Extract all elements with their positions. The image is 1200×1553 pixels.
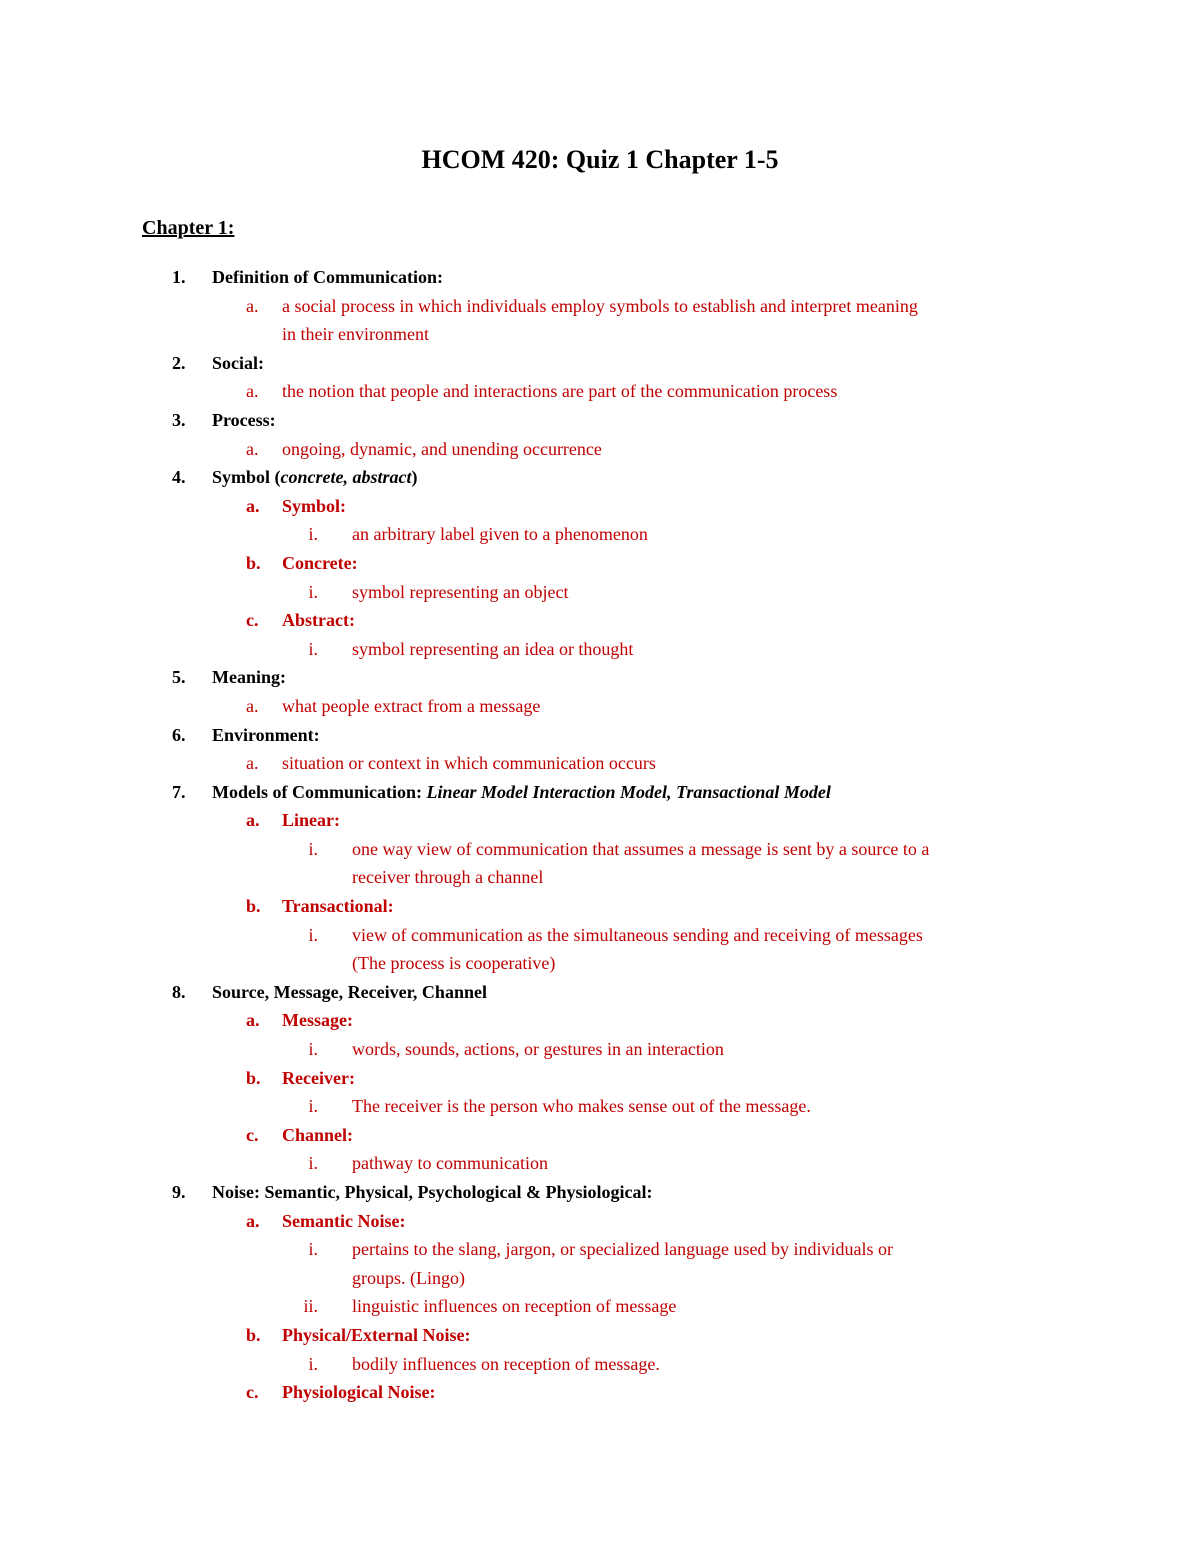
list-item-8c [0, 1121, 1200, 1150]
item-text: bodily influences on reception of message. [352, 1353, 660, 1374]
item-marker: ii. [303, 1296, 318, 1317]
list-item-9b-i [0, 1350, 1200, 1379]
item-text-start: Models of Communication: [212, 781, 427, 802]
chapter-heading: Chapter 1: [142, 217, 235, 239]
item-text: Semantic Noise: [282, 1210, 406, 1231]
item-marker: a. [246, 695, 259, 716]
item-text: (The process is cooperative) [352, 953, 556, 974]
item-marker: c. [246, 610, 259, 631]
item-marker: i. [308, 638, 318, 659]
list-item-8b-i [0, 1092, 1200, 1121]
list-item-3 [0, 406, 1200, 435]
list-item-4a-i [0, 520, 1200, 549]
list-item-3a [0, 435, 1200, 464]
item-text: pathway to communication [352, 1153, 548, 1174]
item-text: groups. (Lingo) [352, 1267, 465, 1288]
list-item-8b [0, 1064, 1200, 1093]
list-item-4 [0, 463, 1200, 492]
item-marker: 8. [172, 981, 186, 1002]
list-item-7b [0, 892, 1200, 921]
item-text: the notion that people and interactions are part of the communication process [282, 381, 838, 402]
item-text-italic: Linear Model Interaction Model, Transactional Model [426, 781, 831, 802]
item-text: Physical/External Noise: [282, 1324, 471, 1345]
item-text: Noise: Semantic, Physical, Psychological & Physiological: [212, 1182, 653, 1202]
item-text: pertains to the slang, jargon, or specialized language used by individuals or [352, 1239, 894, 1260]
list-item-7a-i-cont [0, 863, 1200, 892]
item-marker: i. [308, 1153, 318, 1174]
list-item-4b-i [0, 578, 1200, 607]
item-marker: a. [246, 1010, 260, 1031]
item-text: words, sounds, actions, or gestures in an interaction [352, 1039, 724, 1060]
item-marker: a. [246, 495, 260, 516]
list-item-9 [0, 1178, 1200, 1207]
item-marker: i. [308, 1039, 318, 1060]
item-marker: i. [308, 524, 318, 545]
item-marker: 7. [172, 781, 186, 802]
item-marker: b. [246, 896, 261, 917]
item-marker: a. [246, 381, 259, 402]
list-item-1 [0, 263, 1200, 292]
item-text: Receiver: [282, 1067, 355, 1088]
list-item-6 [0, 721, 1200, 750]
item-text [212, 778, 1200, 807]
item-text: Transactional: [282, 896, 394, 917]
item-text [212, 463, 1200, 492]
item-text: The receiver is the person who makes sense out of the message. [352, 1096, 811, 1117]
item-marker: a. [246, 438, 259, 459]
item-text-end: ) [411, 467, 418, 488]
item-text: receiver through a channel [352, 867, 544, 888]
page-title: HCOM 420: Quiz 1 Chapter 1-5 [421, 145, 779, 174]
item-marker: 5. [172, 667, 186, 688]
list-item-9b [0, 1321, 1200, 1350]
item-text: Concrete: [282, 552, 358, 573]
item-marker: c. [246, 1382, 259, 1403]
item-text: Process: [212, 409, 276, 430]
item-marker: c. [246, 1124, 259, 1145]
item-text: in their environment [282, 324, 429, 345]
item-text: a social process in which individuals employ symbols to establish and interpret meaning [282, 295, 918, 316]
item-text-start: Symbol ( [212, 467, 281, 488]
item-text: an arbitrary label given to a phenomenon [352, 524, 648, 545]
list-item-9a-i [0, 1235, 1200, 1264]
list-item-7b-i [0, 921, 1200, 950]
item-text: symbol representing an object [352, 581, 569, 602]
item-marker: a. [246, 295, 259, 316]
item-marker: i. [308, 581, 318, 602]
item-marker: a. [246, 753, 259, 774]
item-marker: i. [308, 1353, 318, 1374]
item-text: one way view of communication that assumes a message is sent by a source to a [352, 838, 930, 859]
item-marker: i. [308, 924, 318, 945]
item-marker: b. [246, 1067, 261, 1088]
list-item-8c-i [0, 1149, 1200, 1178]
item-marker: 3. [172, 409, 186, 430]
item-text: Social: [212, 352, 264, 373]
list-item-6a [0, 749, 1200, 778]
item-text: Physiological Noise: [282, 1382, 436, 1403]
item-text-italic: concrete, abstract [280, 467, 412, 488]
item-marker: i. [308, 838, 318, 859]
item-marker: 4. [172, 467, 186, 488]
item-marker: i. [308, 1239, 318, 1260]
list-item-8a [0, 1006, 1200, 1035]
item-text: Symbol: [282, 495, 347, 516]
list-item-9a [0, 1207, 1200, 1236]
list-item-4c [0, 606, 1200, 635]
item-marker: 2. [172, 352, 186, 373]
list-item-7 [0, 778, 1200, 807]
item-text: Environment: [212, 724, 320, 745]
item-text: Meaning: [212, 667, 286, 688]
item-text: Abstract: [282, 610, 355, 631]
list-item-9a-i-cont [0, 1264, 1200, 1293]
list-item-4b [0, 549, 1200, 578]
item-text: linguistic influences on reception of message [352, 1296, 677, 1317]
list-item-8a-i [0, 1035, 1200, 1064]
list-item-7a-i [0, 835, 1200, 864]
outline-list [0, 263, 1200, 1407]
list-item-9c [0, 1378, 1200, 1407]
list-item-1a-cont [0, 320, 1200, 349]
item-marker: i. [308, 1096, 318, 1117]
item-text: Source, Message, Receiver, Channel [212, 981, 487, 1002]
item-text: Message: [282, 1010, 353, 1031]
list-item-2a [0, 377, 1200, 406]
list-item-5a [0, 692, 1200, 721]
item-text: Linear: [282, 810, 340, 831]
item-marker: b. [246, 552, 261, 573]
list-item-7b-i-cont [0, 949, 1200, 978]
item-text: Channel: [282, 1124, 354, 1145]
item-marker: a. [246, 810, 260, 831]
item-text: what people extract from a message [282, 695, 541, 716]
item-marker: b. [246, 1324, 261, 1345]
item-marker: 1. [172, 267, 186, 287]
item-marker: 9. [172, 1182, 186, 1202]
list-item-9a-ii [0, 1292, 1200, 1321]
list-item-4a [0, 492, 1200, 521]
list-item-5 [0, 663, 1200, 692]
list-item-7a [0, 806, 1200, 835]
list-item-1a [0, 292, 1200, 321]
item-text: view of communication as the simultaneous sending and receiving of messages [352, 924, 923, 945]
item-text: ongoing, dynamic, and unending occurrence [282, 438, 602, 459]
list-item-4c-i [0, 635, 1200, 664]
item-text: symbol representing an idea or thought [352, 638, 634, 659]
item-marker: a. [246, 1210, 260, 1231]
item-text: situation or context in which communication occurs [282, 753, 656, 774]
item-text: Definition of Communication: [212, 267, 443, 287]
list-item-2 [0, 349, 1200, 378]
item-marker: 6. [172, 724, 186, 745]
list-item-8 [0, 978, 1200, 1007]
